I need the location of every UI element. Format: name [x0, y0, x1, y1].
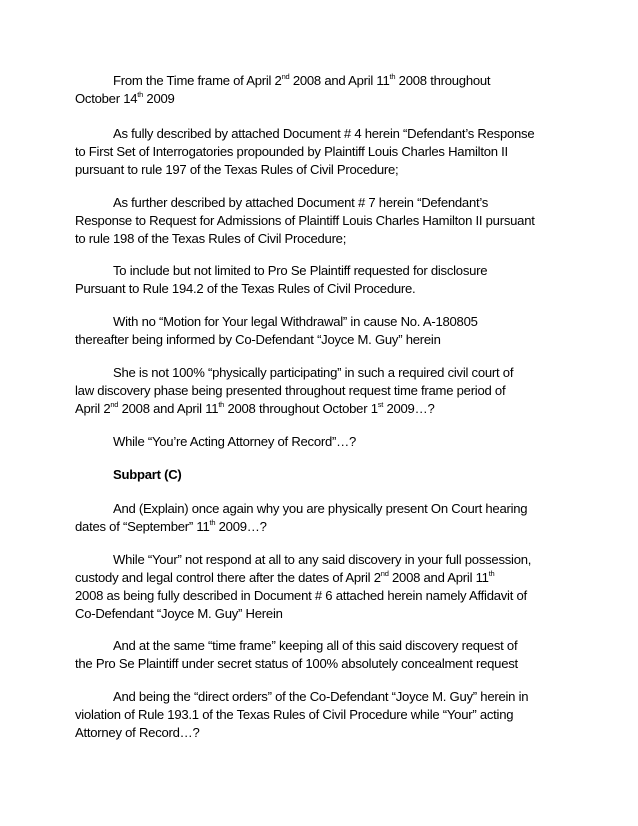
text-run: October 14: [75, 91, 138, 106]
text-line: [75, 262, 575, 280]
superscript-ordinal: th: [488, 568, 495, 578]
text-line: [75, 433, 575, 451]
superscript-ordinal: th: [218, 399, 225, 409]
text-line: [75, 382, 575, 400]
text-run: Response to Request for Admissions of Plaintiff Louis Charles Hamilton II pursuant: [75, 213, 535, 228]
subpart-heading: [75, 466, 575, 484]
superscript-ordinal: th: [137, 89, 144, 99]
text-line: [75, 331, 575, 349]
text-run: pursuant to rule 197 of the Texas Rules of Civil Procedure;: [75, 162, 399, 177]
superscript-ordinal: nd: [281, 71, 290, 81]
text-run: violation of Rule 193.1 of the Texas Rules of Civil Procedure while “Your” acting: [75, 707, 514, 722]
text-run: 2008 throughout October 1: [224, 401, 378, 416]
text-run: April 2: [75, 401, 111, 416]
text-run: As fully described by attached Document # 4 herein “Defendant’s Response: [113, 126, 535, 141]
text-line: [75, 569, 575, 587]
text-run: 2009: [143, 91, 175, 106]
text-run: From the Time frame of April 2: [113, 73, 282, 88]
superscript-ordinal: th: [209, 517, 216, 527]
superscript-ordinal: st: [377, 399, 384, 409]
text-line: [75, 143, 575, 161]
text-run: Co-Defendant “Joyce M. Guy” Herein: [75, 606, 283, 621]
paragraph-motion-withdrawal: [75, 313, 575, 349]
text-run: law discovery phase being presented throughout request time frame period of: [75, 383, 506, 398]
paragraph-document-4: [75, 125, 575, 179]
text-line: [75, 400, 575, 418]
text-run: 2008 and April 11: [118, 401, 219, 416]
paragraph-document-7: [75, 194, 575, 248]
text-line: [75, 364, 575, 382]
text-run: 2008 throughout: [395, 73, 491, 88]
text-line: [75, 161, 575, 179]
text-run: 2009…?: [215, 519, 267, 534]
paragraph-not-participating: [75, 364, 575, 418]
text-run: dates of “September” 11: [75, 519, 210, 534]
text-run: Pursuant to Rule 194.2 of the Texas Rules of Civil Procedure.: [75, 281, 416, 296]
text-run: 2008 and April 11: [388, 570, 489, 585]
text-run: And (Explain) once again why you are physically present On Court hearing: [113, 501, 528, 516]
text-line: [75, 313, 575, 331]
superscript-ordinal: nd: [380, 568, 389, 578]
text-run: thereafter being informed by Co-Defendant “Joyce M. Guy” herein: [75, 332, 441, 347]
text-line: [75, 466, 575, 484]
text-line: [75, 194, 575, 212]
text-line: [75, 587, 575, 605]
text-line: [75, 706, 575, 724]
text-line: [75, 230, 575, 248]
paragraph-acting-attorney: [75, 433, 575, 451]
text-run: to First Set of Interrogatories propounded by Plaintiff Louis Charles Hamilton II: [75, 144, 508, 159]
paragraph-time-frame: [75, 637, 575, 673]
superscript-ordinal: th: [389, 71, 396, 81]
text-run: She is not 100% “physically participating” in such a required civil court of: [113, 365, 514, 380]
text-run: the Pro Se Plaintiff under secret status of 100% absolutely concealment request: [75, 656, 518, 671]
text-line: [75, 551, 575, 569]
text-run: to rule 198 of the Texas Rules of Civil Procedure;: [75, 231, 347, 246]
text-line: [75, 500, 575, 518]
text-run: Attorney of Record…?: [75, 725, 200, 740]
paragraph-explain: [75, 500, 575, 536]
text-line: [75, 212, 575, 230]
paragraph-not-respond: [75, 551, 575, 623]
text-line: [75, 280, 575, 298]
text-line: [75, 637, 575, 655]
text-line: [75, 72, 575, 90]
text-run: While “You’re Acting Attorney of Record”…?: [113, 434, 357, 449]
text-line: [75, 518, 575, 536]
text-run: As further described by attached Document # 7 herein “Defendant’s: [113, 195, 489, 210]
paragraph-timeframe: [75, 72, 575, 108]
superscript-ordinal: nd: [110, 399, 119, 409]
paragraph-direct-orders: [75, 688, 575, 742]
text-line: [75, 125, 575, 143]
text-run: And at the same “time frame” keeping all of this said discovery request of: [113, 638, 518, 653]
text-run: 2008 as being fully described in Document # 6 attached herein namely Affidavit of: [75, 588, 527, 603]
text-line: [75, 605, 575, 623]
text-run: Subpart (C): [113, 467, 182, 482]
text-line: [75, 90, 575, 108]
text-line: [75, 655, 575, 673]
paragraph-disclosure: [75, 262, 575, 298]
text-run: With no “Motion for Your legal Withdrawal” in cause No. A-180805: [113, 314, 478, 329]
text-line: [75, 724, 575, 742]
text-run: 2008 and April 11: [289, 73, 390, 88]
text-run: And being the “direct orders” of the Co-Defendant “Joyce M. Guy” herein in: [113, 689, 529, 704]
text-run: 2009…?: [383, 401, 435, 416]
text-run: While “Your” not respond at all to any said discovery in your full possession,: [113, 552, 532, 567]
text-line: [75, 688, 575, 706]
text-run: custody and legal control there after the dates of April 2: [75, 570, 381, 585]
text-run: To include but not limited to Pro Se Plaintiff requested for disclosure: [113, 263, 488, 278]
